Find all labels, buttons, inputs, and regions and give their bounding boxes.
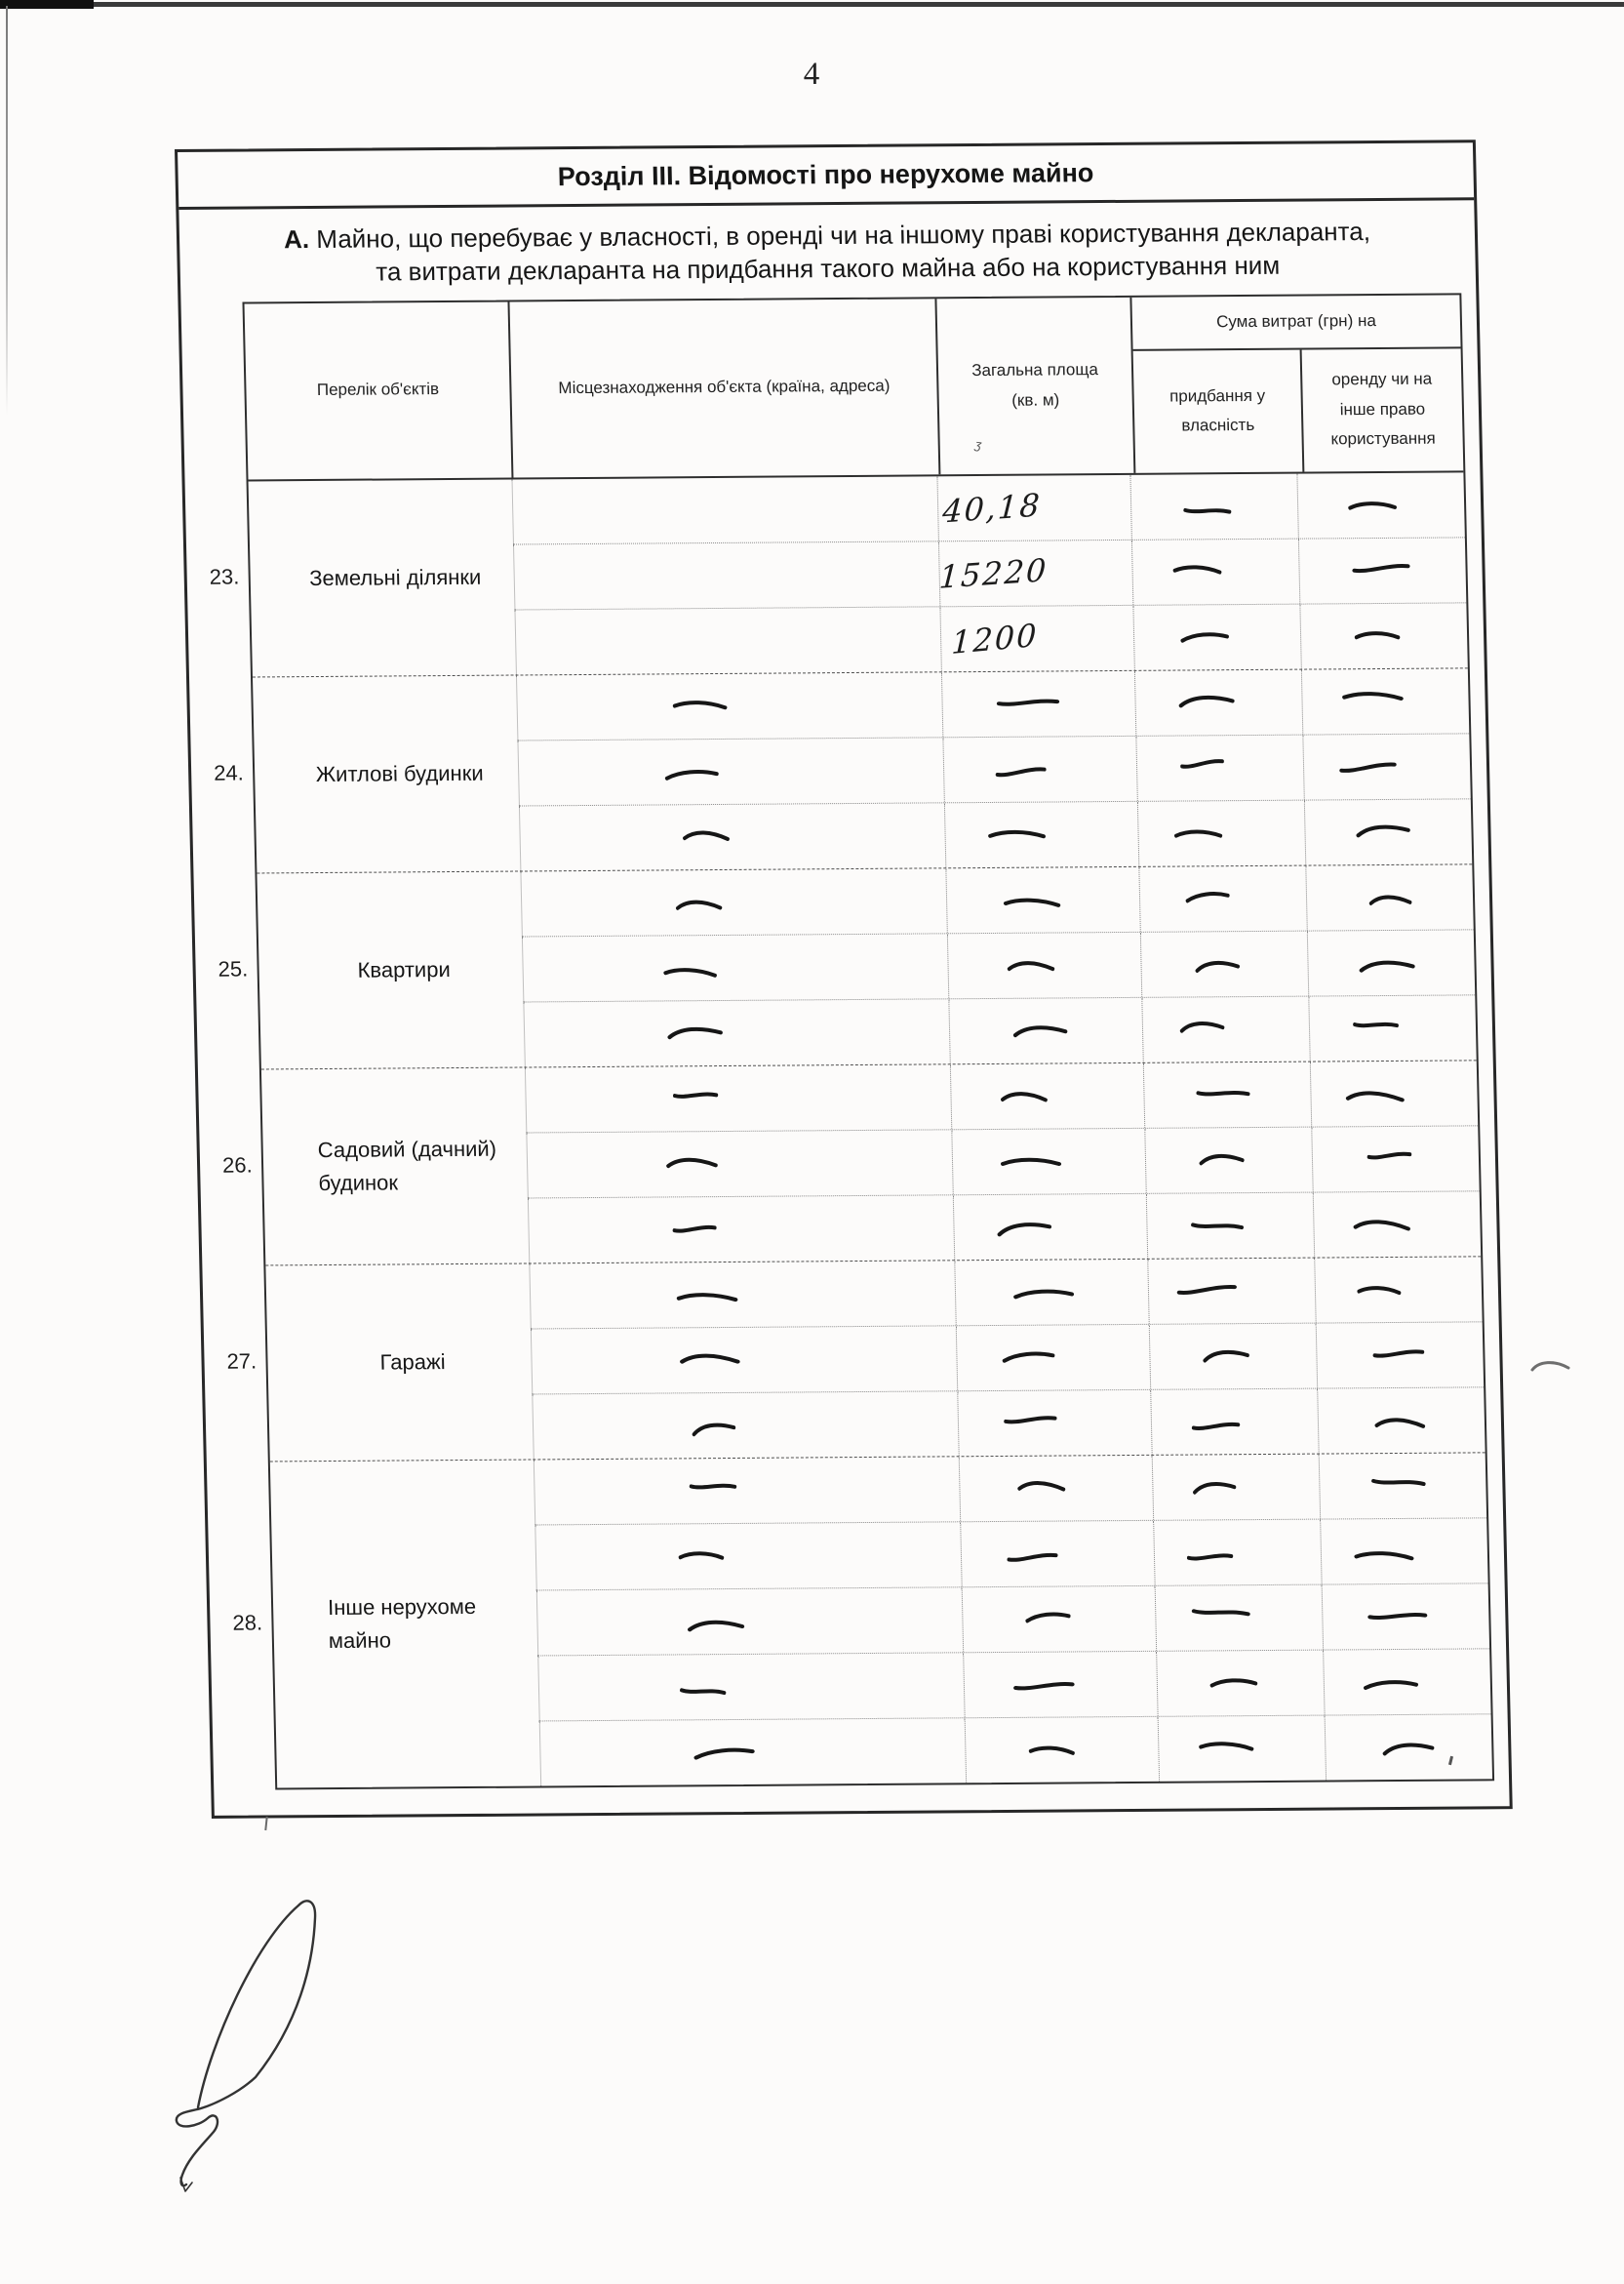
handwritten-dash bbox=[1198, 1738, 1255, 1755]
cell-expense-purchase bbox=[1144, 1127, 1312, 1192]
handwritten-dash bbox=[1208, 1676, 1258, 1691]
cell-location bbox=[532, 1391, 958, 1459]
cell-location bbox=[539, 1718, 966, 1785]
section-title: Розділ III. Відомості про нерухоме майно bbox=[178, 142, 1474, 210]
cell-expense-purchase bbox=[1156, 1650, 1324, 1715]
cell-total-area bbox=[963, 1651, 1157, 1716]
cell-location bbox=[523, 999, 949, 1066]
cell-location bbox=[535, 1522, 961, 1589]
cell-total-area bbox=[948, 997, 1142, 1062]
handwritten-dash bbox=[1012, 1678, 1076, 1695]
handwritten-dash bbox=[665, 1024, 725, 1040]
handwritten-dash bbox=[1177, 693, 1237, 708]
cell-location bbox=[520, 868, 946, 936]
row-number: 28. bbox=[232, 1610, 263, 1635]
cell-expense-rent bbox=[1319, 1453, 1486, 1518]
property-subrow bbox=[519, 799, 1472, 870]
handwritten-dash bbox=[1184, 888, 1231, 906]
handwritten-dash bbox=[1006, 958, 1056, 975]
handwritten-dash bbox=[686, 1619, 746, 1632]
handwritten-dash bbox=[986, 826, 1046, 842]
cell-total-area bbox=[957, 1389, 1151, 1455]
cell-location bbox=[537, 1653, 964, 1720]
row-number: 26. bbox=[221, 1152, 253, 1178]
handwritten-dash bbox=[1354, 628, 1401, 644]
handwritten-dash bbox=[1345, 1087, 1407, 1105]
document-body bbox=[175, 140, 1513, 1818]
cell-total-area bbox=[939, 605, 1133, 670]
handwritten-dash bbox=[1373, 1414, 1427, 1431]
handwritten-dash bbox=[1341, 688, 1405, 704]
handwritten-dash bbox=[1000, 1347, 1055, 1365]
handwritten-dash bbox=[677, 1548, 725, 1564]
property-subrow bbox=[532, 1387, 1485, 1459]
cell-expense-purchase bbox=[1158, 1715, 1326, 1781]
cell-location bbox=[525, 1064, 951, 1132]
handwritten-dash bbox=[1347, 499, 1398, 513]
handwritten-dash bbox=[1371, 1473, 1427, 1491]
handwritten-dash bbox=[1352, 1216, 1412, 1234]
cell-expense-rent bbox=[1322, 1583, 1489, 1649]
handwritten-dash bbox=[1356, 1282, 1402, 1299]
handwritten-dash bbox=[671, 697, 728, 714]
scan-speck bbox=[264, 1817, 267, 1830]
header-expense-rent: оренду чи на інше право користування bbox=[1300, 348, 1464, 471]
handwritten-dash bbox=[1381, 1740, 1437, 1756]
handwritten-dash bbox=[1202, 1347, 1251, 1364]
handwritten-dash bbox=[1023, 1608, 1071, 1625]
handwritten-dash bbox=[1002, 894, 1061, 911]
handwritten-dash bbox=[1196, 1086, 1250, 1102]
property-subrow bbox=[534, 1453, 1486, 1525]
header-expenses-title: Сума витрат (грн) на bbox=[1131, 295, 1460, 350]
handwritten-dash bbox=[1194, 958, 1242, 974]
cell-location bbox=[519, 803, 945, 870]
handwritten-dash bbox=[662, 964, 718, 982]
property-subrow bbox=[516, 668, 1469, 741]
form-border-box bbox=[175, 140, 1513, 1818]
cell-expense-purchase bbox=[1146, 1192, 1314, 1258]
handwritten-dash bbox=[1352, 560, 1411, 578]
row-label: Гаражі bbox=[379, 1348, 446, 1375]
cell-total-area bbox=[942, 736, 1136, 801]
cell-expense-purchase bbox=[1155, 1584, 1323, 1650]
handwritten-dash bbox=[692, 1743, 756, 1762]
subsection-letter: А. bbox=[283, 224, 310, 255]
cell-location bbox=[529, 1261, 955, 1328]
handwritten-dash bbox=[995, 1219, 1054, 1238]
property-subrow bbox=[513, 538, 1466, 610]
handwritten-dash bbox=[678, 1350, 741, 1367]
handwritten-dash bbox=[1191, 1479, 1238, 1496]
header-expenses-group bbox=[1129, 295, 1463, 472]
handwritten-dash bbox=[1006, 1549, 1058, 1567]
cell-expense-rent bbox=[1314, 1257, 1482, 1322]
cell-total-area bbox=[938, 540, 1132, 605]
handwritten-dash bbox=[996, 696, 1060, 710]
cell-location bbox=[516, 672, 942, 740]
property-subrow bbox=[514, 603, 1467, 674]
cell-total-area bbox=[941, 670, 1135, 736]
row-number: 27. bbox=[226, 1348, 257, 1374]
row-number: 24. bbox=[213, 760, 245, 785]
cell-expense-rent bbox=[1299, 603, 1467, 668]
property-subrow bbox=[512, 472, 1465, 544]
property-table bbox=[209, 293, 1494, 1789]
cell-expense-purchase bbox=[1129, 473, 1297, 539]
cell-total-area bbox=[936, 474, 1130, 540]
cell-expense-purchase bbox=[1138, 865, 1306, 931]
property-row bbox=[221, 1061, 1481, 1265]
handwritten-dash bbox=[994, 763, 1047, 781]
property-row bbox=[213, 668, 1472, 873]
property-subrow bbox=[536, 1583, 1489, 1656]
handwritten-dash bbox=[1016, 1477, 1067, 1495]
header-total-area: Загальна площа (кв. м) ʒ bbox=[934, 297, 1133, 473]
cell-expense-purchase bbox=[1132, 604, 1300, 669]
handwritten-dash bbox=[1355, 821, 1413, 838]
cell-expense-rent bbox=[1323, 1649, 1490, 1714]
cell-total-area bbox=[954, 1259, 1148, 1324]
handwritten-dash bbox=[1183, 502, 1232, 519]
cell-location bbox=[512, 476, 938, 543]
property-subrow bbox=[520, 864, 1473, 937]
scan-edge-artifact bbox=[0, 2, 1624, 7]
cell-total-area bbox=[960, 1520, 1154, 1585]
handwritten-area-value: 15220 bbox=[937, 550, 1049, 596]
cell-expense-purchase bbox=[1141, 996, 1309, 1062]
cell-expense-rent bbox=[1311, 1126, 1479, 1191]
handwritten-dash bbox=[999, 1154, 1062, 1170]
property-row bbox=[209, 472, 1468, 677]
property-subrow bbox=[535, 1518, 1487, 1590]
cell-location bbox=[513, 541, 939, 609]
stray-pen-mark bbox=[1529, 1358, 1572, 1376]
property-subrow bbox=[537, 1649, 1490, 1721]
cell-expense-rent bbox=[1308, 995, 1476, 1061]
scan-corner-artifact bbox=[0, 0, 94, 9]
cell-expense-purchase bbox=[1135, 735, 1303, 800]
cell-expense-purchase bbox=[1153, 1519, 1321, 1584]
cell-expense-purchase bbox=[1137, 800, 1305, 865]
handwritten-dash bbox=[1191, 1218, 1246, 1235]
handwritten-dash bbox=[1358, 958, 1417, 973]
handwritten-dash bbox=[1362, 1677, 1419, 1693]
cell-expense-rent bbox=[1325, 1714, 1492, 1780]
handwritten-dash bbox=[1027, 1742, 1076, 1759]
cell-expense-purchase bbox=[1134, 669, 1302, 735]
cell-total-area bbox=[965, 1716, 1159, 1782]
property-subrow bbox=[525, 1061, 1478, 1133]
cell-expense-rent bbox=[1305, 864, 1473, 930]
handwritten-dash bbox=[675, 1289, 738, 1305]
table-header bbox=[245, 295, 1464, 481]
cell-total-area bbox=[953, 1193, 1147, 1259]
cell-expense-purchase bbox=[1150, 1388, 1318, 1454]
handwritten-dash bbox=[999, 1088, 1049, 1105]
cell-expense-rent bbox=[1298, 538, 1466, 603]
handwritten-dash bbox=[674, 897, 723, 913]
handwritten-dash bbox=[672, 1089, 718, 1102]
cell-expense-rent bbox=[1316, 1322, 1484, 1387]
handwritten-dash bbox=[1179, 628, 1230, 645]
property-subrow bbox=[526, 1126, 1479, 1198]
cell-location bbox=[514, 607, 940, 674]
cell-total-area bbox=[944, 801, 1138, 866]
property-subrow bbox=[522, 930, 1475, 1002]
handwritten-area-value: 1200 bbox=[950, 616, 1039, 661]
handwritten-dash bbox=[1368, 892, 1413, 907]
table-body bbox=[209, 472, 1493, 1787]
handwritten-dash bbox=[679, 1683, 727, 1701]
handwritten-dash bbox=[689, 1479, 737, 1495]
handwritten-dash bbox=[1179, 755, 1225, 774]
cell-expense-rent bbox=[1310, 1061, 1478, 1126]
handwritten-dash bbox=[690, 1419, 737, 1437]
property-subrow bbox=[523, 995, 1476, 1066]
row-label: Квартири bbox=[357, 956, 451, 982]
handwritten-dash bbox=[663, 766, 720, 782]
cell-expense-purchase bbox=[1149, 1323, 1317, 1388]
property-subrow bbox=[528, 1191, 1481, 1262]
cell-expense-rent bbox=[1302, 734, 1470, 799]
handwritten-dash bbox=[1011, 1287, 1075, 1302]
cell-expense-rent bbox=[1313, 1191, 1481, 1257]
row-label: Земельні ділянки bbox=[308, 564, 482, 590]
property-subrow bbox=[529, 1257, 1482, 1329]
handwritten-dash bbox=[665, 1155, 720, 1172]
handwritten-dash bbox=[1353, 1547, 1415, 1565]
property-subrow bbox=[531, 1322, 1484, 1394]
cell-total-area bbox=[947, 932, 1141, 997]
cell-expense-purchase bbox=[1143, 1062, 1311, 1127]
cell-expense-purchase bbox=[1147, 1258, 1315, 1323]
cell-expense-purchase bbox=[1140, 931, 1308, 996]
cell-total-area bbox=[950, 1062, 1144, 1128]
cell-total-area bbox=[962, 1585, 1156, 1651]
header-objects-list: Перелік об'єктів bbox=[316, 380, 440, 400]
header-location: Місцезнаходження об'єкта (країна, адреса) bbox=[507, 299, 938, 477]
subsection-heading bbox=[178, 200, 1476, 294]
handwritten-dash bbox=[1003, 1412, 1057, 1428]
cell-expense-purchase bbox=[1152, 1454, 1320, 1519]
cell-location bbox=[528, 1195, 954, 1262]
property-subrow bbox=[517, 734, 1470, 806]
handwritten-dash bbox=[1353, 1018, 1400, 1033]
header-expense-purchase: придбання у власність bbox=[1168, 385, 1266, 435]
handwritten-dash bbox=[1173, 826, 1223, 842]
handwritten-dash bbox=[681, 827, 731, 845]
footnote-mark: ʒ bbox=[973, 436, 983, 452]
handwritten-dash bbox=[1176, 1281, 1239, 1300]
subsection-text-line2: та витрати декларанта на придбання такого майна або на користування ним bbox=[375, 251, 1281, 287]
subsection-text-line1: Майно, що перебуває у власності, в оренді чи на іншому праві користування декларанта, bbox=[315, 217, 1371, 254]
property-row bbox=[232, 1453, 1492, 1787]
cell-location bbox=[531, 1326, 957, 1393]
handwritten-area-value: 40,18 bbox=[940, 485, 1043, 531]
page-number: 4 bbox=[803, 57, 821, 92]
handwritten-dash bbox=[1187, 1550, 1235, 1565]
row-label: Садовий (дачний) будинок bbox=[317, 1136, 497, 1195]
cell-location bbox=[522, 934, 948, 1001]
row-label: Житлові будинки bbox=[315, 760, 484, 786]
cell-total-area bbox=[951, 1128, 1145, 1193]
cell-expense-rent bbox=[1301, 668, 1469, 734]
cell-expense-rent bbox=[1304, 799, 1472, 864]
cell-location bbox=[526, 1130, 952, 1197]
cell-expense-rent bbox=[1320, 1518, 1487, 1583]
row-label: Інше нерухоме майно bbox=[327, 1593, 477, 1653]
cell-location bbox=[536, 1587, 963, 1655]
handwritten-dash bbox=[1011, 1023, 1069, 1038]
row-number: 25. bbox=[218, 956, 249, 982]
property-row bbox=[226, 1257, 1485, 1462]
cell-total-area bbox=[959, 1455, 1153, 1520]
row-number: 23. bbox=[209, 564, 240, 589]
cell-location bbox=[534, 1457, 960, 1524]
handwritten-dash bbox=[1191, 1419, 1241, 1434]
handwritten-dash bbox=[1191, 1604, 1251, 1622]
handwritten-dash bbox=[1179, 1020, 1227, 1034]
cell-expense-rent bbox=[1317, 1387, 1485, 1453]
handwritten-dash bbox=[672, 1222, 718, 1237]
handwritten-dash bbox=[1171, 561, 1222, 579]
cell-expense-rent bbox=[1307, 930, 1475, 995]
handwritten-dash bbox=[1367, 1609, 1429, 1623]
cell-total-area bbox=[956, 1324, 1150, 1389]
handwritten-dash bbox=[1198, 1152, 1246, 1166]
handwritten-dash bbox=[1339, 758, 1399, 778]
handwritten-dash bbox=[1367, 1148, 1412, 1164]
property-subrow bbox=[539, 1714, 1492, 1785]
cell-expense-purchase bbox=[1131, 539, 1299, 604]
cell-total-area bbox=[945, 866, 1139, 932]
cell-expense-rent bbox=[1296, 472, 1464, 538]
property-row bbox=[218, 864, 1476, 1069]
cell-location bbox=[517, 738, 943, 805]
handwritten-signature bbox=[154, 1885, 378, 2222]
handwritten-dash bbox=[1372, 1345, 1426, 1362]
